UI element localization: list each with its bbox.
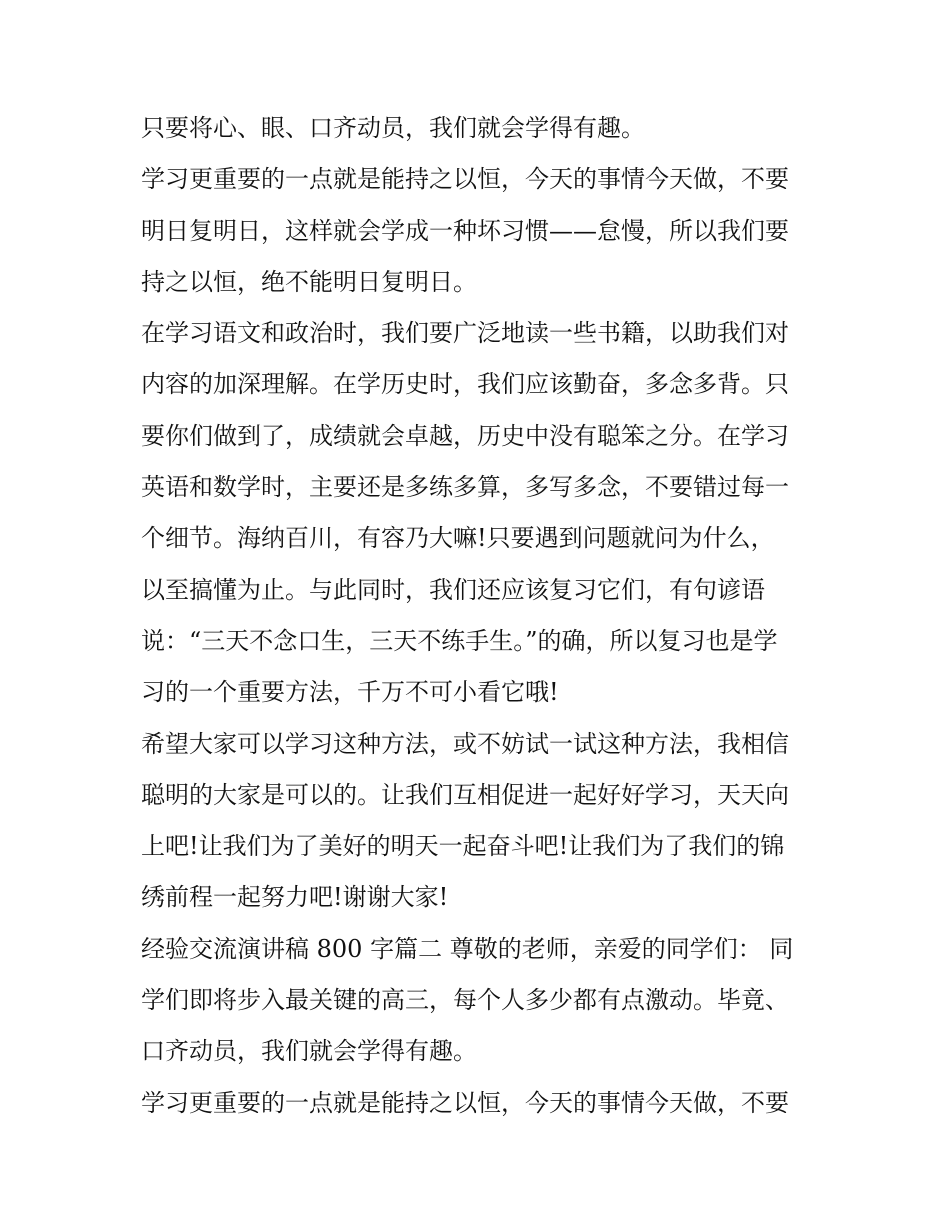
text-line: 要你们做到了，成绩就会卓越，历史中没有聪笨之分。在学习 bbox=[141, 421, 789, 450]
text-line: 只要将心、眼、口齐动员，我们就会学得有趣。 bbox=[141, 114, 645, 142]
text-line: 学们即将步入最关键的高三，每个人多少都有点激动。毕竟、 bbox=[141, 986, 789, 1015]
text-line: 持之以恒，绝不能明日复明日。 bbox=[141, 267, 477, 296]
text-line: 说：“三天不念口生，三天不练手生。”的确，所以复习也是学 bbox=[141, 626, 778, 655]
text-line: 上吧!让我们为了美好的明天一起奋斗吧!让我们为了我们的锦 bbox=[141, 832, 785, 861]
text-line: 学习更重要的一点就是能持之以恒，今天的事情今天做，不要 bbox=[141, 165, 789, 194]
text-line: 英语和数学时，主要还是多练多算，多写多念，不要错过每一 bbox=[141, 473, 789, 502]
text-line: 习的一个重要方法，千万不可小看它哦! bbox=[141, 678, 559, 707]
text-line: 口齐动员，我们就会学得有趣。 bbox=[141, 1037, 477, 1066]
text-line: 明日复明日，这样就会学成一种坏习惯——怠慢，所以我们要 bbox=[141, 216, 789, 245]
text-line: 经验交流演讲稿 800 字篇二 尊敬的老师，亲爱的同学们： 同 bbox=[141, 934, 794, 963]
text-line: 以至搞懂为止。与此同时，我们还应该复习它们，有句谚语 bbox=[141, 575, 765, 604]
text-line: 希望大家可以学习这种方法，或不妨试一试这种方法，我相信 bbox=[141, 729, 789, 758]
text-line: 内容的加深理解。在学历史时，我们应该勤奋，多念多背。只 bbox=[141, 370, 789, 399]
text-line: 学习更重要的一点就是能持之以恒，今天的事情今天做，不要 bbox=[141, 1088, 789, 1117]
text-line: 在学习语文和政治时，我们要广泛地读一些书籍，以助我们对 bbox=[141, 319, 789, 348]
text-line: 个细节。海纳百川，有容乃大嘛!只要遇到问题就问为什么， bbox=[141, 524, 775, 553]
text-line: 绣前程一起努力吧!谢谢大家! bbox=[141, 883, 449, 912]
text-line: 聪明的大家是可以的。让我们互相促进一起好好学习，天天向 bbox=[141, 780, 789, 809]
document-body bbox=[141, 103, 821, 1129]
